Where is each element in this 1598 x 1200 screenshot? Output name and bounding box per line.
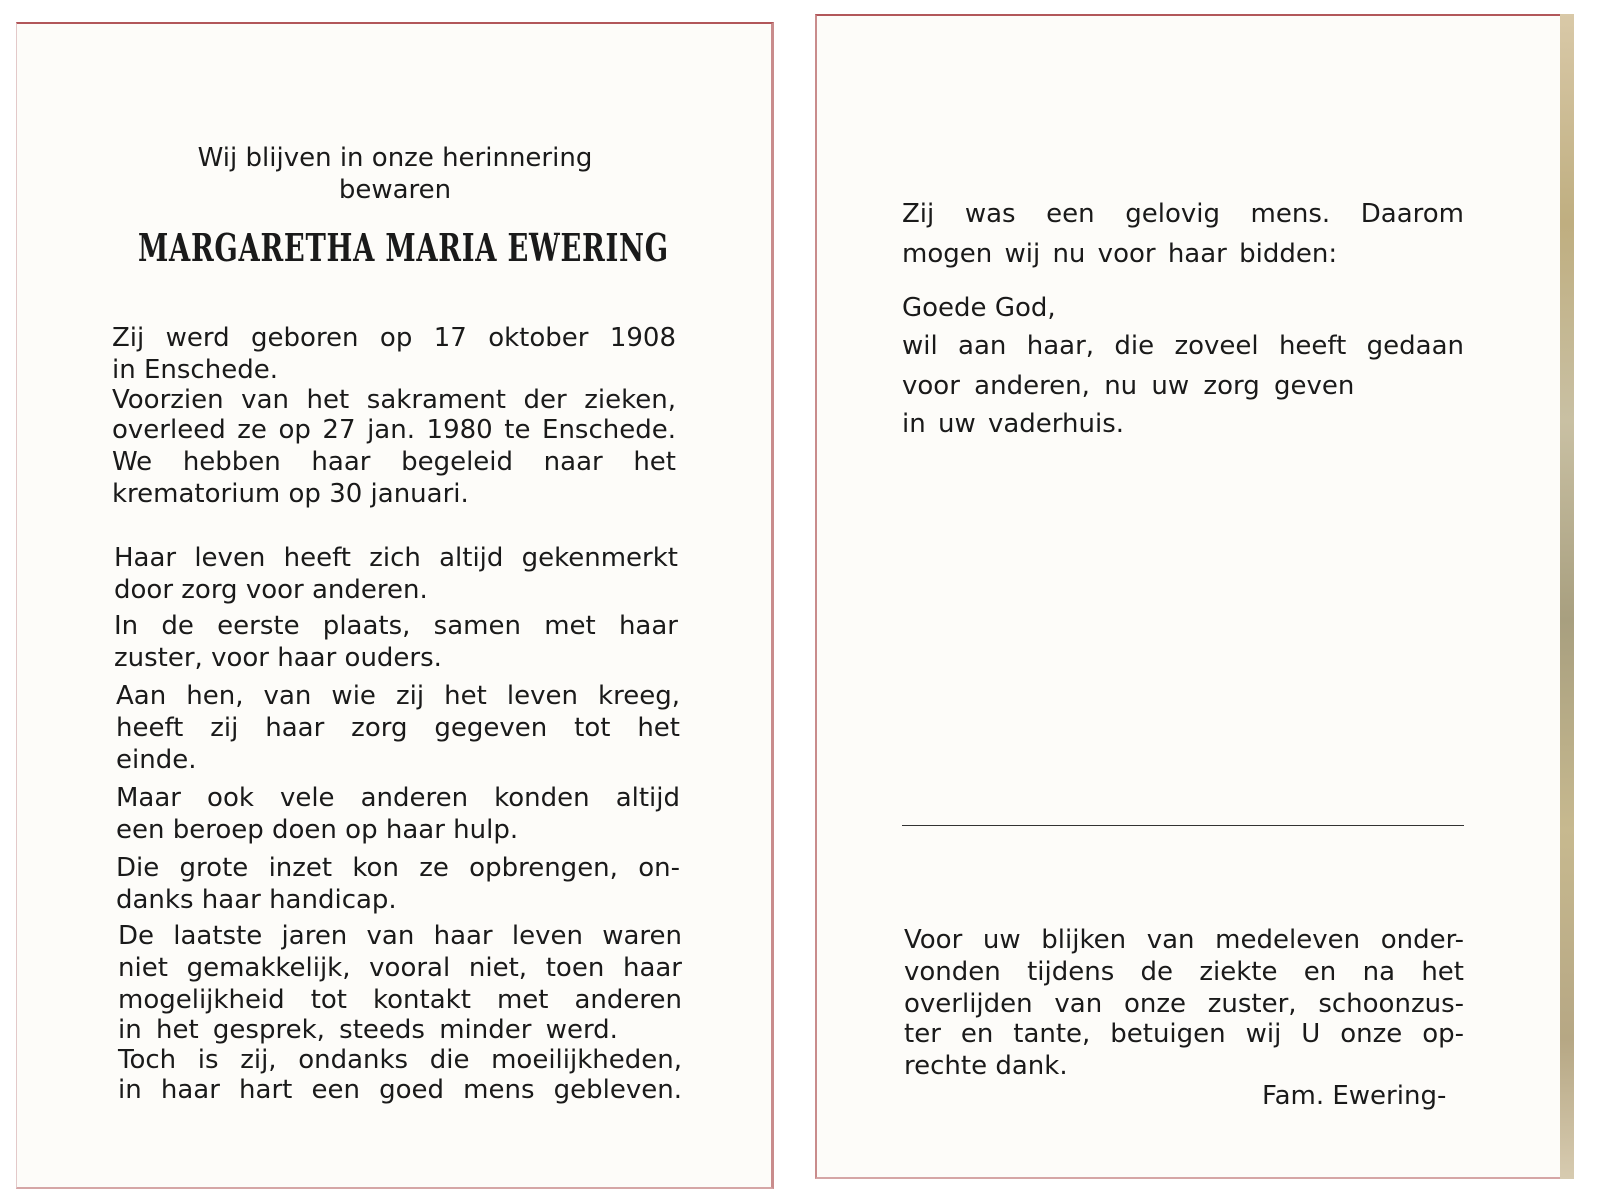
bio-line: zuster, voor haar ouders. [114,643,442,673]
bio-line: in Enschede. [112,355,278,385]
bio-line: Maar ook vele anderen konden altijd [116,783,680,813]
bio-line: einde. [116,745,197,775]
bio-line: Voorzien van het sakrament der zieken, [112,385,676,415]
prayer-line: Goede God, [902,293,1056,323]
bio-line: Haar leven heeft zich altijd gekenmerkt [114,543,678,573]
prayer-line: voor anderen, nu uw zorg geven [902,371,1355,401]
bio-line: Toch is zij, ondanks die moeilijkheden, [118,1045,682,1075]
bio-line: in haar hart een goed mens gebleven. [118,1075,682,1105]
card-edge-strip [1560,14,1574,1179]
bio-line: danks haar handicap. [116,885,397,915]
family-signature: Fam. Ewering- [1262,1081,1447,1111]
bio-line: overleed ze op 27 jan. 1980 te Enschede. [112,415,676,445]
bio-line: We hebben haar begeleid naar het [112,447,676,477]
bio-line: door zorg voor anderen. [114,575,428,605]
bio-line: krematorium op 30 januari. [112,479,469,509]
bio-line: Die grote inzet kon ze opbrengen, on- [116,853,680,883]
intro-line-1: Wij blijven in onze herinnering [197,143,593,173]
deceased-name: MARGARETHA MARIA EWERING [137,225,669,270]
thanks-line: ter en tante, betuigen wij U onze op- [904,1019,1464,1049]
thanks-line: rechte dank. [904,1051,1068,1081]
bio-line: Aan hen, van wie zij het leven kreeg, [116,681,680,711]
thanks-line: Voor uw blijken van medeleven onder- [904,925,1464,955]
faith-line: mogen wij nu voor haar bidden: [902,239,1338,269]
thanks-line: vonden tijdens de ziekte en na het [904,957,1464,987]
prayer-line: wil aan haar, die zoveel heeft gedaan [902,331,1464,361]
thanks-line: overlijden van onze zuster, schoonzus- [904,989,1464,1019]
intro-line-2: bewaren [338,175,452,205]
bio-line: In de eerste plaats, samen met haar [114,611,678,641]
bio-line: De laatste jaren van haar leven waren [118,921,682,951]
bio-line: Zij werd geboren op 17 oktober 1908 [112,323,676,353]
bio-line: heeft zij haar zorg gegeven tot het [116,713,680,743]
bio-line: niet gemakkelijk, vooral niet, toen haar [118,953,682,983]
bio-line: een beroep doen op haar hulp. [116,815,519,845]
faith-line: Zij was een gelovig mens. Daarom [902,199,1464,229]
bio-line: in het gesprek, steeds minder werd. [118,1015,618,1045]
divider-line [902,825,1464,826]
bio-line: mogelijkheid tot kontakt met anderen [118,985,682,1015]
prayer-line: in uw vaderhuis. [902,409,1125,439]
